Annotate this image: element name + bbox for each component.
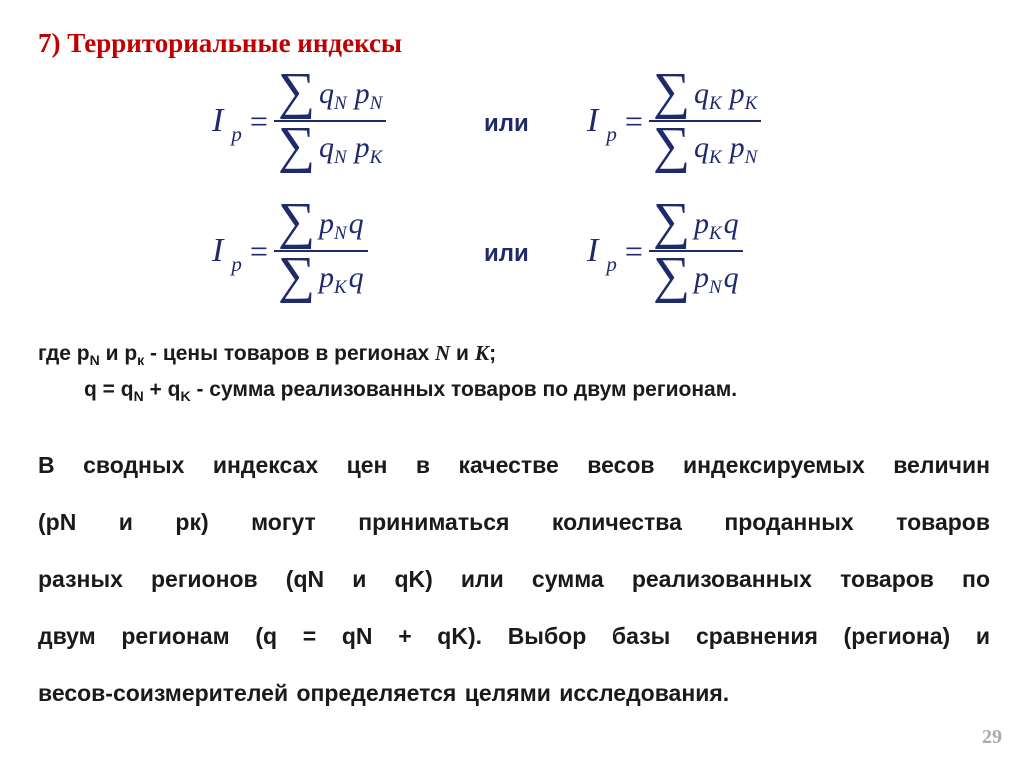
formula-2 (587, 63, 761, 174)
definition-quantity: $q = q_N + q_K$ - сумма реализованных товаров по двум регионам. (84, 378, 738, 405)
paragraph-line: двум регионам (q = qN + qK). Выбор базы сравнения (региона) и (38, 623, 990, 649)
paragraph-line: разных регионов (qN и qK) или сумма реализованных товаров по (38, 566, 990, 592)
slide-title: 7) Территориальные индексы (38, 28, 403, 58)
formula-3 (212, 193, 368, 304)
or-label-1: или (484, 110, 529, 137)
denominator: ∑ q $_N$ p $_K$ (277, 117, 383, 174)
denominator: ∑ p $_K$ q (277, 247, 364, 304)
fraction (274, 193, 368, 304)
fraction (274, 63, 386, 174)
formula-1 (212, 63, 386, 174)
denominator: ∑ p $_N$ q (652, 247, 739, 304)
formula-lhs: I $_p$ (212, 232, 242, 276)
numerator: ∑ p $_N$ q (277, 193, 364, 250)
page-number: 29 (982, 726, 1002, 748)
formula-lhs: I $_p$ (212, 102, 242, 146)
equals-sign: = (624, 102, 643, 139)
definition-prices: где $p_N$ и $p_к$ - цены товаров в регионах N и К; (38, 341, 497, 369)
paragraph-line: весов-соизмерителей определяется целями исследования. (38, 680, 730, 706)
numerator: ∑ q $_K$ p $_K$ (652, 63, 758, 120)
numerator: ∑ p $_K$ q (652, 193, 739, 250)
paragraph-line: В сводных индексах цен в качестве весов индексируемых величин (38, 452, 990, 478)
numerator: ∑ q $_N$ p $_N$ (277, 63, 383, 120)
denominator: ∑ q $_K$ p $_N$ (652, 117, 758, 174)
formula-lhs: I $_p$ (587, 232, 617, 276)
equals-sign: = (249, 102, 268, 139)
formula-4 (587, 193, 743, 304)
paragraph-line: (pN и pк) могут приниматься количества проданных товаров (38, 509, 990, 535)
fraction (649, 193, 743, 304)
fraction (649, 63, 761, 174)
equals-sign: = (249, 232, 268, 269)
or-label-2: или (484, 240, 529, 267)
formula-lhs: I $_p$ (587, 102, 617, 146)
explanation-paragraph (38, 446, 990, 731)
equals-sign: = (624, 232, 643, 269)
